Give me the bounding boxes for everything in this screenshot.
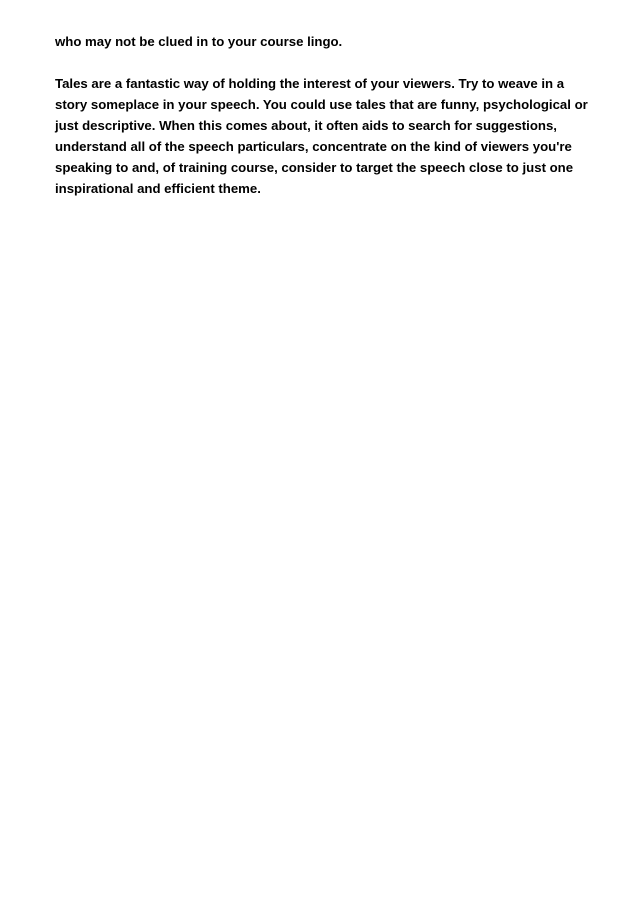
text-line: Tales are a fantastic way of holding the interest of your viewers. Try to weave in a (55, 76, 565, 91)
text-line: story someplace in your speech. You could use tales that are funny, psychological or (55, 97, 588, 112)
text-line: speaking to and, of training course, consider to target the speech close to just one (55, 160, 574, 175)
paragraph-2 (55, 73, 590, 199)
text-line: who may not be clued in to your course lingo. (55, 34, 343, 49)
text-line: understand all of the speech particulars, concentrate on the kind of viewers you're (55, 139, 572, 154)
document-body (55, 31, 590, 199)
text-line: inspirational and efficient theme. (55, 181, 261, 196)
text-line: just descriptive. When this comes about, it often aids to search for suggestions, (55, 118, 557, 133)
paragraph-1 (55, 31, 590, 52)
